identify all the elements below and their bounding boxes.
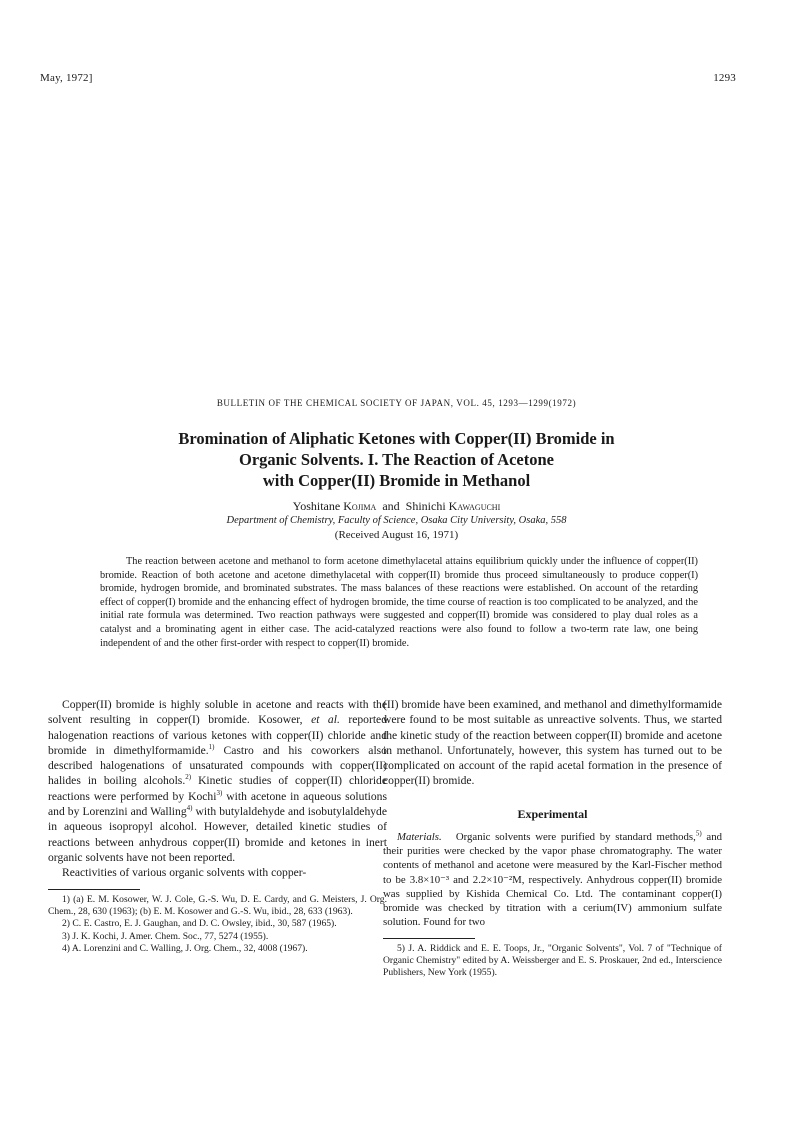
materials-text-b: and their purities were checked by the vapor phase chromatography. The water contents of methanol and acetone were measured by the Karl-Fischer method to be 3.8×10⁻³ and 2.2×10⁻²M, respectively. Anhydrous copper(II) bromide was supplied by Kishida Chemical Co. Ltd. The contaminant copper(I) bromide was checked by titration with a cerium(IV) ammonium sulfate solution. Found for two bbox=[383, 831, 722, 929]
footnote-4: 4) A. Lorenzini and C. Walling, J. Org. Chem., 32, 4008 (1967). bbox=[62, 943, 308, 955]
author-1-family: Kojima bbox=[343, 499, 377, 513]
affiliation: Department of Chemistry, Faculty of Science, Osaka City University, Osaka, 558 bbox=[226, 515, 567, 526]
intro-text-f: with butylaldehyde and isobutylaldehyde in aqueous isopropyl alcohol. However, detailed kinetic studies of reactions between anhydrous copper(II) bromide and ketones in inert organic solvents have not been reported. bbox=[48, 805, 387, 864]
article-title bbox=[60, 428, 733, 491]
page-number: 1293 bbox=[713, 72, 736, 84]
intro-text-e: with acetone in aqueous solutions and by Lorenzini and Walling bbox=[48, 789, 387, 819]
materials-paragraph bbox=[383, 830, 722, 929]
intro-paragraph-continued: (II) bromide have been examined, and methanol and dimethylformamide were found to be most suitable as unreactive solvents. Thus, we started the kinetic study of the reaction between copper(II) bromide and acetone in methanol. Unfortunately, however, this system has turned out to be complicated on account of the rapid acetal formation in the presence of copper(II) bromide. bbox=[383, 698, 722, 788]
author-2-given: Shinichi bbox=[405, 499, 446, 513]
intro-text-a: Copper(II) bromide is highly soluble in acetone and reacts with the solvent resulting in copper(I) bromide. Kosower, bbox=[48, 698, 387, 727]
section-heading-experimental: Experimental bbox=[517, 806, 588, 821]
ref-4: 4) bbox=[186, 804, 193, 813]
ref-1: 1) bbox=[208, 743, 215, 752]
title-line-3: with Copper(II) Bromide in Methanol bbox=[262, 471, 531, 490]
title-line-1: Bromination of Aliphatic Ketones with Copper(II) Bromide in bbox=[178, 429, 615, 448]
et-al: et al. bbox=[311, 713, 340, 727]
intro-text-d: Kinetic studies of copper(II) chloride reactions were performed by Kochi bbox=[48, 774, 387, 803]
footnote-rule bbox=[48, 889, 140, 890]
footnote-2: 2) C. E. Castro, E. J. Gaughan, and D. C. Owsley, ibid., 30, 587 (1965). bbox=[62, 918, 337, 930]
journal-citation-line: BULLETIN OF THE CHEMICAL SOCIETY OF JAPAN, VOL. 45, 1293—1299(1972) bbox=[216, 398, 577, 408]
right-column bbox=[383, 697, 722, 980]
intro-paragraph-1 bbox=[48, 697, 387, 865]
intro-paragraph-2: Reactivities of various organic solvents with copper- bbox=[62, 866, 307, 880]
footnote-5: 5) J. A. Riddick and E. E. Toops, Jr., "Organic Solvents", Vol. 7 of "Technique of Organic Chemistry" edited by A. Weissberger and E. S. Proskauer, 2nd ed., Interscience Publishers, New York (1955). bbox=[383, 942, 722, 979]
materials-label: Materials. bbox=[397, 831, 442, 844]
running-header-date: May, 1972] bbox=[40, 72, 93, 84]
footnote-3: 3) J. K. Kochi, J. Amer. Chem. Soc., 77, 5274 (1955). bbox=[62, 930, 269, 942]
experimental-section bbox=[383, 830, 722, 929]
ref-2: 2) bbox=[185, 773, 192, 782]
received-date: (Received August 16, 1971) bbox=[334, 529, 459, 541]
title-line-2: Organic Solvents. I. The Reaction of Acetone bbox=[238, 450, 554, 469]
author-conjunction: and bbox=[382, 499, 400, 513]
ref-5: 5) bbox=[695, 829, 702, 838]
abstract: The reaction between acetone and methanol to form acetone dimethylacetal attains equilibrium quickly under the influence of copper(II) bromide. Reaction of both acetone and acetone dimethylacetal with copper(II) bromide thus proceed simultaneously to produce copper(I) bromide, hydrogen bromide, and brominated substrates. The mass balances of these reactions were established. On account of the retarding effect of copper(I) bromide and the enhancing effect of hydrogen bromide, the time course of reaction is too complicated to be analyzed, and the initial rate formula was determined. Two reaction pathways were suggested and copper(II) bromide was considered to play dual roles as a catalyst and a brominating agent in either case. The acid-catalyzed reactions were also found to follow a two-term rate law, one being independent of and the other first-order with respect to copper(II) bromide. bbox=[100, 556, 698, 649]
author-list bbox=[0, 499, 793, 514]
ref-3: 3) bbox=[216, 788, 223, 797]
footnote-rule-right bbox=[383, 938, 475, 939]
footnote-1: 1) (a) E. M. Kosower, W. J. Cole, G.-S. Wu, D. E. Cardy, and G. Meisters, J. Org. Chem., 28, 630 (1963); (b) E. M. Kosower and G.-S. Wu, ibid., 28, 633 (1963). bbox=[48, 893, 387, 917]
intro-text-b: reported halogenation reactions of various ketones with copper(II) chloride and bromide in dimethylformamide. bbox=[48, 713, 388, 757]
intro-text-c: Castro and his coworkers also described halogenations of unsaturated compounds with copper(II) halides in boiling alcohols. bbox=[48, 743, 387, 788]
materials-text-a: Organic solvents were purified by standard methods, bbox=[455, 831, 696, 844]
left-column bbox=[48, 697, 387, 956]
author-2-family: Kawaguchi bbox=[448, 499, 501, 513]
author-1-given: Yoshitane bbox=[292, 499, 341, 513]
